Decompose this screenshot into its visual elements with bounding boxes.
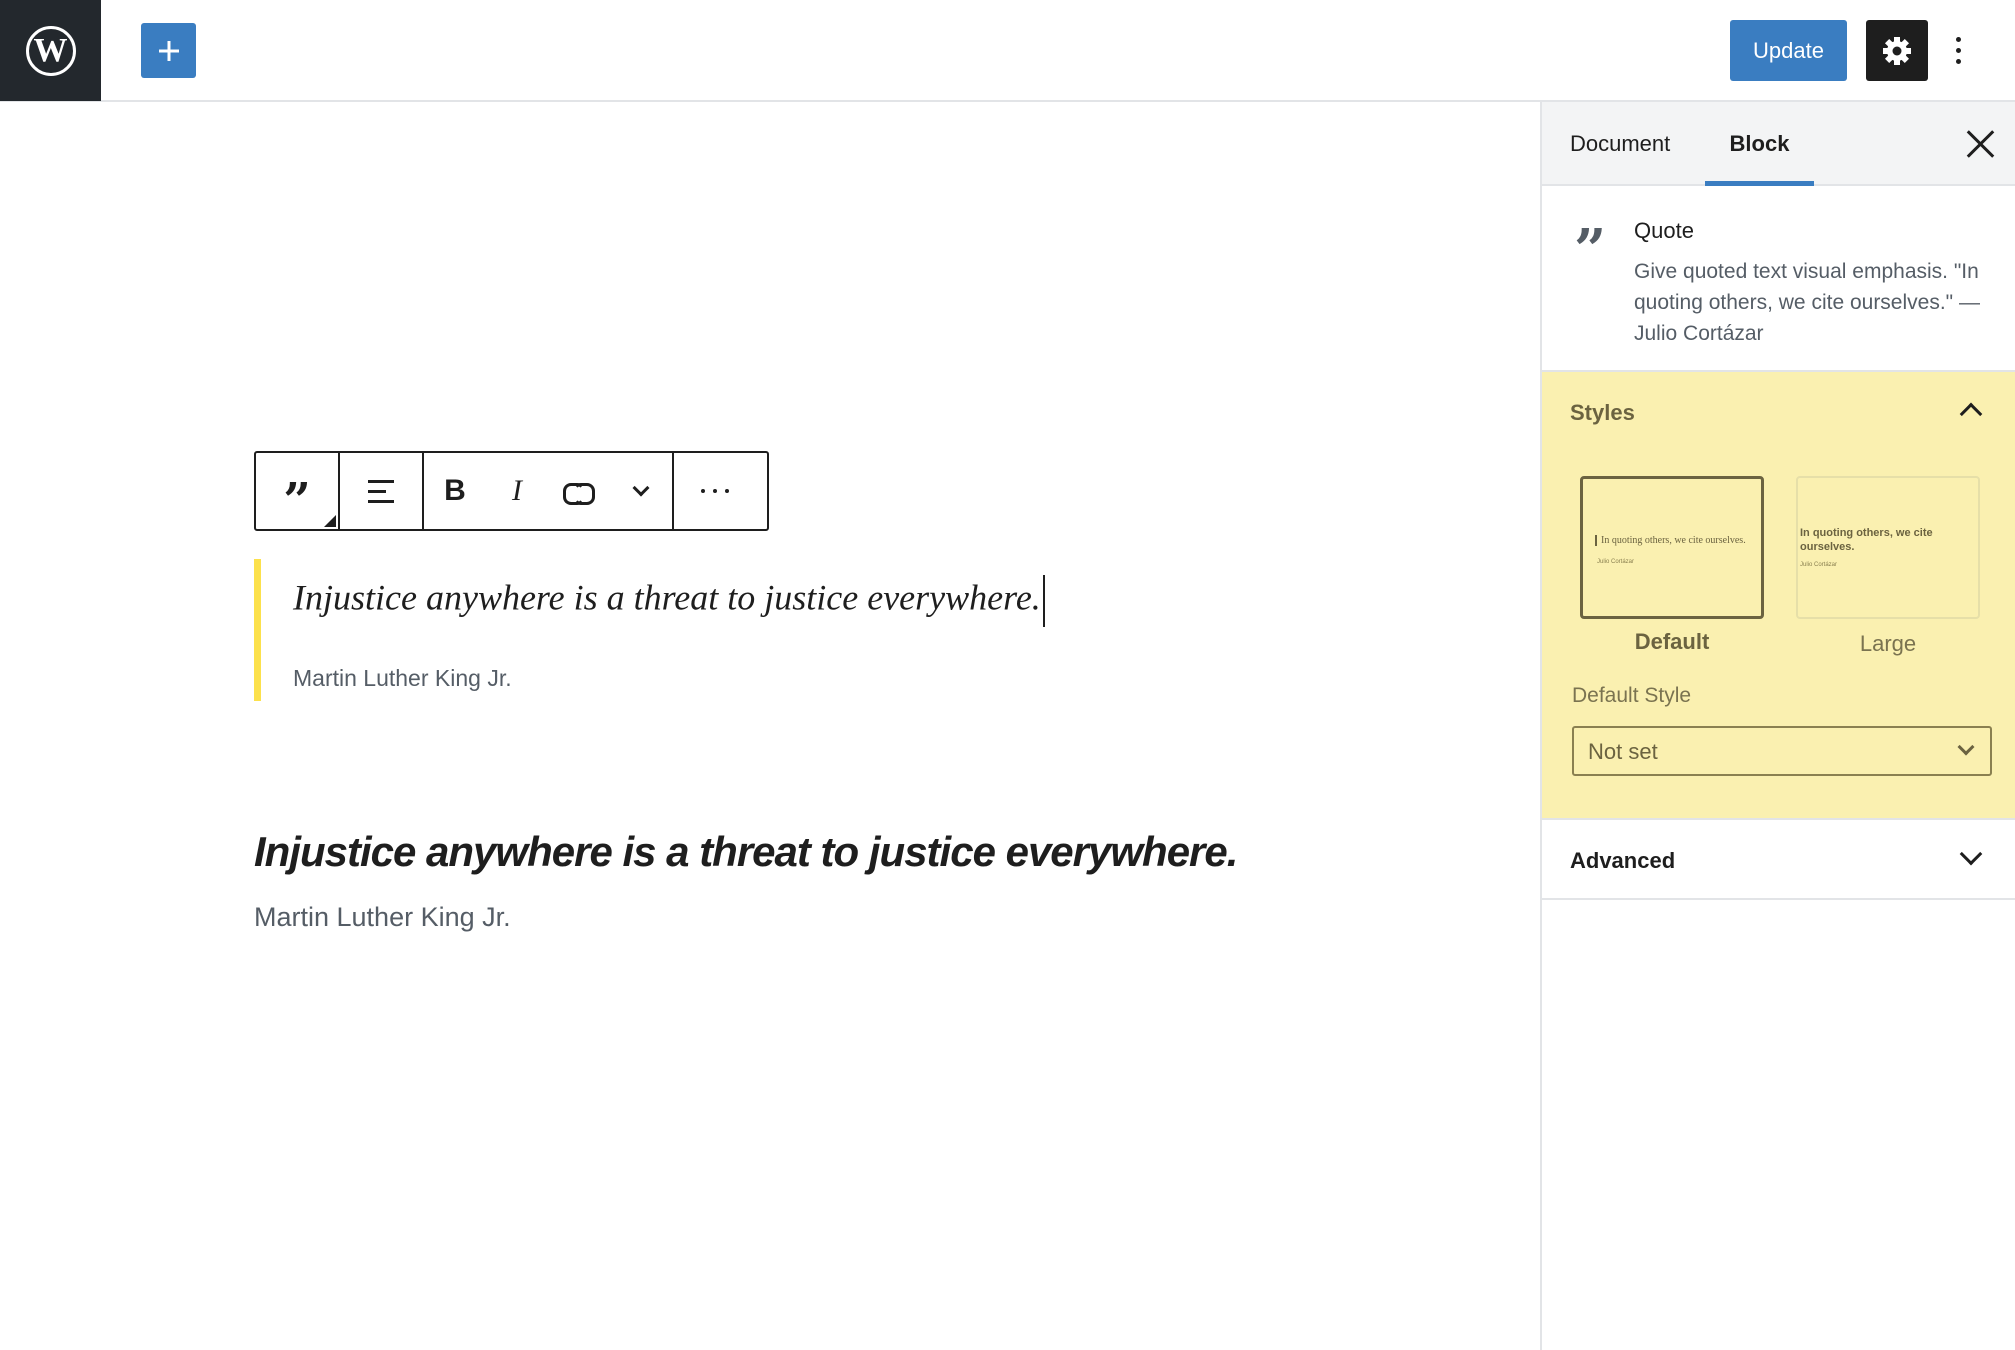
block-toolbar [254,451,769,531]
style-option-label: Default [1634,629,1710,654]
block-type-switcher-button[interactable] [256,453,338,529]
default-style-select[interactable] [1572,726,1992,776]
style-preview [1580,476,1764,619]
formatting-group [424,453,674,529]
preview-quote: In quoting others, we cite ourselves. [1800,527,1933,553]
advanced-panel-toggle[interactable]: Advanced [1570,848,1676,873]
style-option-large[interactable] [1796,476,1980,657]
block-title: Quote [1634,218,1694,243]
chevron-down-icon [633,480,650,497]
chevron-down-icon [1958,739,1975,756]
close-sidebar-button[interactable] [1964,128,1996,160]
advanced-panel[interactable] [1542,820,2015,900]
link-button[interactable] [548,453,610,529]
plus-icon [157,39,181,63]
default-style-value: Not set [1588,739,1658,764]
add-block-button[interactable] [141,23,196,78]
default-style-label: Default Style [1572,684,1692,707]
style-option-label: Large [1859,631,1917,656]
link-icon [563,483,595,499]
quote-block-default[interactable] [254,559,1054,701]
block-more-options-button[interactable] [674,453,756,529]
block-card [1542,186,2015,372]
tab-block[interactable]: Block [1705,102,1814,186]
bold-button[interactable] [424,453,486,529]
quote-text[interactable]: Injustice anywhere is a threat to justice everywhere. [254,828,1238,875]
quote-icon: ” [283,473,311,529]
quote-citation[interactable]: Martin Luther King Jr. [254,902,511,932]
quote-text[interactable]: Injustice anywhere is a threat to justice everywhere. [293,575,1045,627]
settings-sidebar [1540,102,2015,1350]
update-button[interactable]: Update [1730,20,1847,81]
settings-button[interactable] [1866,20,1928,81]
alignment-group [340,453,424,529]
style-option-default[interactable] [1580,476,1764,655]
align-left-icon [368,480,394,503]
italic-icon: I [512,474,522,507]
bold-icon: B [444,474,466,507]
dot-icon [1956,48,1961,53]
align-button[interactable] [340,453,422,529]
gear-icon [1882,36,1912,66]
chevron-up-icon[interactable] [1960,403,1983,426]
tab-document[interactable]: Document [1570,131,1671,156]
styles-panel-toggle[interactable]: Styles [1570,400,1635,425]
block-switcher-group [256,453,340,529]
sidebar-tabs [1542,102,2015,186]
chevron-down-icon [1960,843,1983,866]
wordpress-icon: W [26,26,76,76]
preview-citation: Julio Cortázar [1800,562,1838,568]
more-formatting-button[interactable] [610,453,672,529]
quote-block-large[interactable] [254,828,1354,933]
dot-icon [1956,37,1961,42]
block-description: Give quoted text visual emphasis. "In quoting others, we cite ourselves." — Julio Cortázar [1634,260,1980,345]
dot-icon [1956,59,1961,64]
more-options-button[interactable] [1944,28,1972,73]
ellipsis-icon [701,489,729,493]
text-cursor [1043,575,1045,627]
italic-button[interactable] [486,453,548,529]
quote-citation[interactable]: Martin Luther King Jr. [293,665,512,691]
wordpress-logo-button[interactable] [0,0,101,101]
style-preview [1796,476,1980,619]
preview-quote: In quoting others, we cite ourselves. [1595,535,1746,546]
styles-panel [1542,372,2015,820]
dropdown-corner-indicator [324,515,336,527]
block-options-group [674,453,756,529]
quote-icon: ” [1574,217,1607,283]
preview-citation: Julio Cortázar [1597,559,1635,565]
editor-header [0,0,2015,102]
